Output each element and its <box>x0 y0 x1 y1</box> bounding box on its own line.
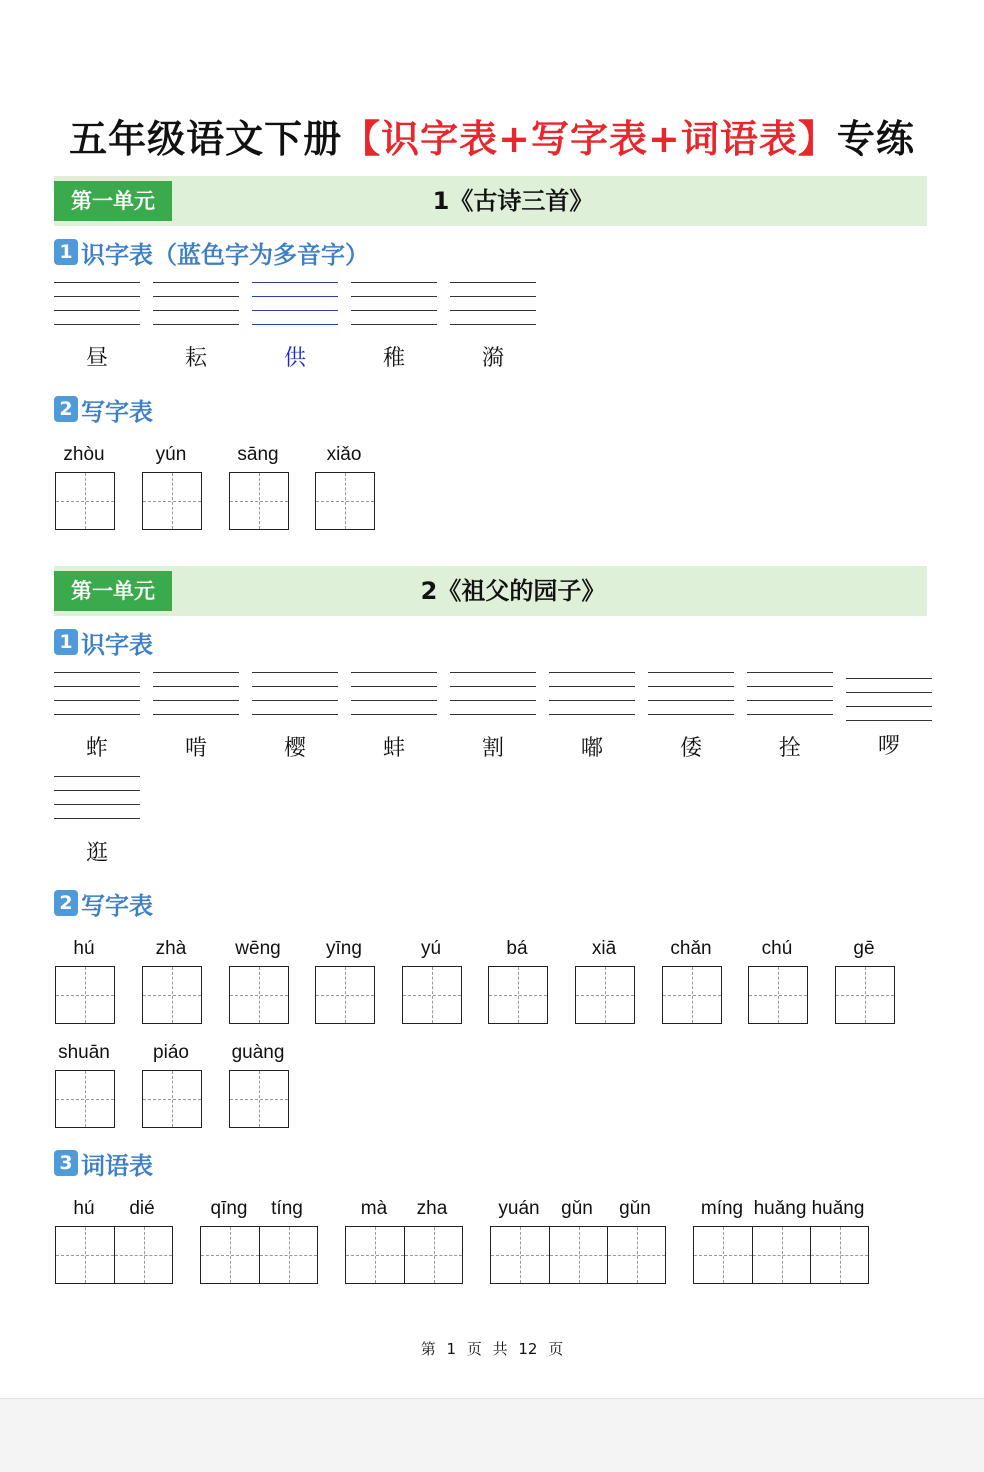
lesson2-unit-tag: 第一单元 <box>54 571 172 611</box>
section-label: 词语表 <box>81 1151 153 1180</box>
lesson2-title: 2《祖父的园子》 <box>420 577 606 605</box>
pinyin-label: shuān <box>58 1042 110 1063</box>
writing-grid-box[interactable] <box>575 966 635 1024</box>
pinyin-writing-lines <box>153 672 239 716</box>
title-part2: 【识字表+写字表+词语表】 <box>342 117 837 161</box>
pinyin-label: sāng <box>237 444 279 465</box>
lesson2-words-heading <box>54 1148 153 1178</box>
recognize-char: 蚌 <box>382 736 405 761</box>
lesson1-write-heading <box>54 394 153 424</box>
document-title <box>0 108 984 163</box>
writing-grid-box[interactable] <box>315 472 375 530</box>
title-part3: 专练 <box>836 117 915 161</box>
writing-grid-box[interactable] <box>55 1070 115 1128</box>
recognize-char: 蚱 <box>85 736 108 761</box>
writing-grid-box[interactable] <box>142 472 202 530</box>
section-number-badge: 2 <box>54 396 78 422</box>
word-writing-box[interactable] <box>693 1226 869 1284</box>
pinyin-writing-lines <box>351 672 437 716</box>
pinyin-label: dié <box>129 1198 155 1219</box>
word-writing-box[interactable] <box>345 1226 463 1284</box>
word-writing-box[interactable] <box>55 1226 173 1284</box>
pinyin-writing-lines <box>252 672 338 716</box>
pinyin-label: piáo <box>153 1042 189 1063</box>
pinyin-label: chǎn <box>670 938 712 959</box>
recognize-char: 耘 <box>184 346 207 371</box>
writing-grid-box[interactable] <box>488 966 548 1024</box>
lesson1-title: 1《古诗三首》 <box>432 187 594 215</box>
writing-grid-box[interactable] <box>748 966 808 1024</box>
writing-grid-box[interactable] <box>835 966 895 1024</box>
section-number-badge: 3 <box>54 1150 78 1176</box>
section-label: 写字表 <box>81 891 153 920</box>
writing-grid-box[interactable] <box>229 966 289 1024</box>
section-label: 写字表 <box>81 397 153 426</box>
title-part1: 五年级语文下册 <box>69 117 343 161</box>
section-label: 识字表 <box>81 630 153 659</box>
pinyin-writing-lines <box>153 282 239 326</box>
writing-grid-box[interactable] <box>229 472 289 530</box>
pinyin-writing-lines <box>54 672 140 716</box>
page-bottom-band <box>0 1398 984 1472</box>
writing-grid-box[interactable] <box>142 966 202 1024</box>
recognize-char: 啰 <box>877 734 900 759</box>
pinyin-label: zha <box>416 1198 448 1219</box>
pinyin-label: zhòu <box>63 444 105 465</box>
pinyin-label: hú <box>73 1198 95 1219</box>
pinyin-label: yīng <box>326 938 362 959</box>
recognize-char: 割 <box>481 736 504 761</box>
recognize-char: 拴 <box>778 736 801 761</box>
pinyin-writing-lines <box>450 672 536 716</box>
pinyin-writing-lines <box>54 282 140 326</box>
pinyin-label: bá <box>506 938 528 959</box>
writing-grid-box[interactable] <box>662 966 722 1024</box>
recognize-char: 稚 <box>382 346 405 371</box>
pinyin-label: gǔn <box>619 1198 651 1219</box>
writing-grid-box[interactable] <box>55 966 115 1024</box>
pinyin-label: yuán <box>498 1198 540 1219</box>
lesson1-unit-tag: 第一单元 <box>54 181 172 221</box>
lesson2-write-heading <box>54 888 153 918</box>
recognize-char: 昼 <box>85 346 108 371</box>
pinyin-writing-lines <box>252 282 338 326</box>
pinyin-writing-lines <box>747 672 833 716</box>
pinyin-writing-lines <box>846 678 932 722</box>
pinyin-label: gǔn <box>561 1198 593 1219</box>
pinyin-label: yú <box>420 938 442 959</box>
writing-grid-box[interactable] <box>142 1070 202 1128</box>
pinyin-writing-lines <box>450 282 536 326</box>
recognize-char: 倭 <box>679 736 702 761</box>
pinyin-label: qīng <box>210 1198 248 1219</box>
recognize-char-polyphonic: 供 <box>283 346 306 371</box>
page-number: 第 1 页 共 12 页 <box>420 1340 564 1358</box>
section-label: 识字表（蓝色字为多音字） <box>81 240 369 269</box>
recognize-char: 樱 <box>283 736 306 761</box>
word-writing-box[interactable] <box>200 1226 318 1284</box>
recognize-char: 啃 <box>184 736 207 761</box>
pinyin-label: zhà <box>155 938 187 959</box>
section-number-badge: 2 <box>54 890 78 916</box>
pinyin-label: gē <box>853 938 875 959</box>
pinyin-label: yún <box>155 444 187 465</box>
pinyin-label: wēng <box>235 938 281 959</box>
pinyin-writing-lines <box>648 672 734 716</box>
pinyin-label: guàng <box>231 1042 285 1063</box>
pinyin-label: xiā <box>591 938 617 959</box>
writing-grid-box[interactable] <box>55 472 115 530</box>
pinyin-label: huǎng <box>811 1198 865 1219</box>
word-writing-box[interactable] <box>490 1226 666 1284</box>
lesson2-recognize-heading <box>54 627 153 657</box>
pinyin-label: hú <box>73 938 95 959</box>
recognize-char: 漪 <box>481 346 504 371</box>
lesson1-recognize-heading <box>54 237 369 267</box>
pinyin-writing-lines <box>549 672 635 716</box>
pinyin-label: mà <box>360 1198 388 1219</box>
writing-grid-box[interactable] <box>229 1070 289 1128</box>
pinyin-writing-lines <box>351 282 437 326</box>
writing-grid-box[interactable] <box>402 966 462 1024</box>
pinyin-label: míng <box>700 1198 744 1219</box>
recognize-char: 嘟 <box>580 736 603 761</box>
writing-grid-box[interactable] <box>315 966 375 1024</box>
pinyin-label: chú <box>761 938 793 959</box>
section-number-badge: 1 <box>54 629 78 655</box>
pinyin-writing-lines <box>54 776 140 820</box>
pinyin-label: tíng <box>271 1198 303 1219</box>
section-number-badge: 1 <box>54 239 78 265</box>
pinyin-label: xiǎo <box>326 444 362 465</box>
recognize-char: 逛 <box>85 841 108 866</box>
pinyin-label: huǎng <box>753 1198 807 1219</box>
